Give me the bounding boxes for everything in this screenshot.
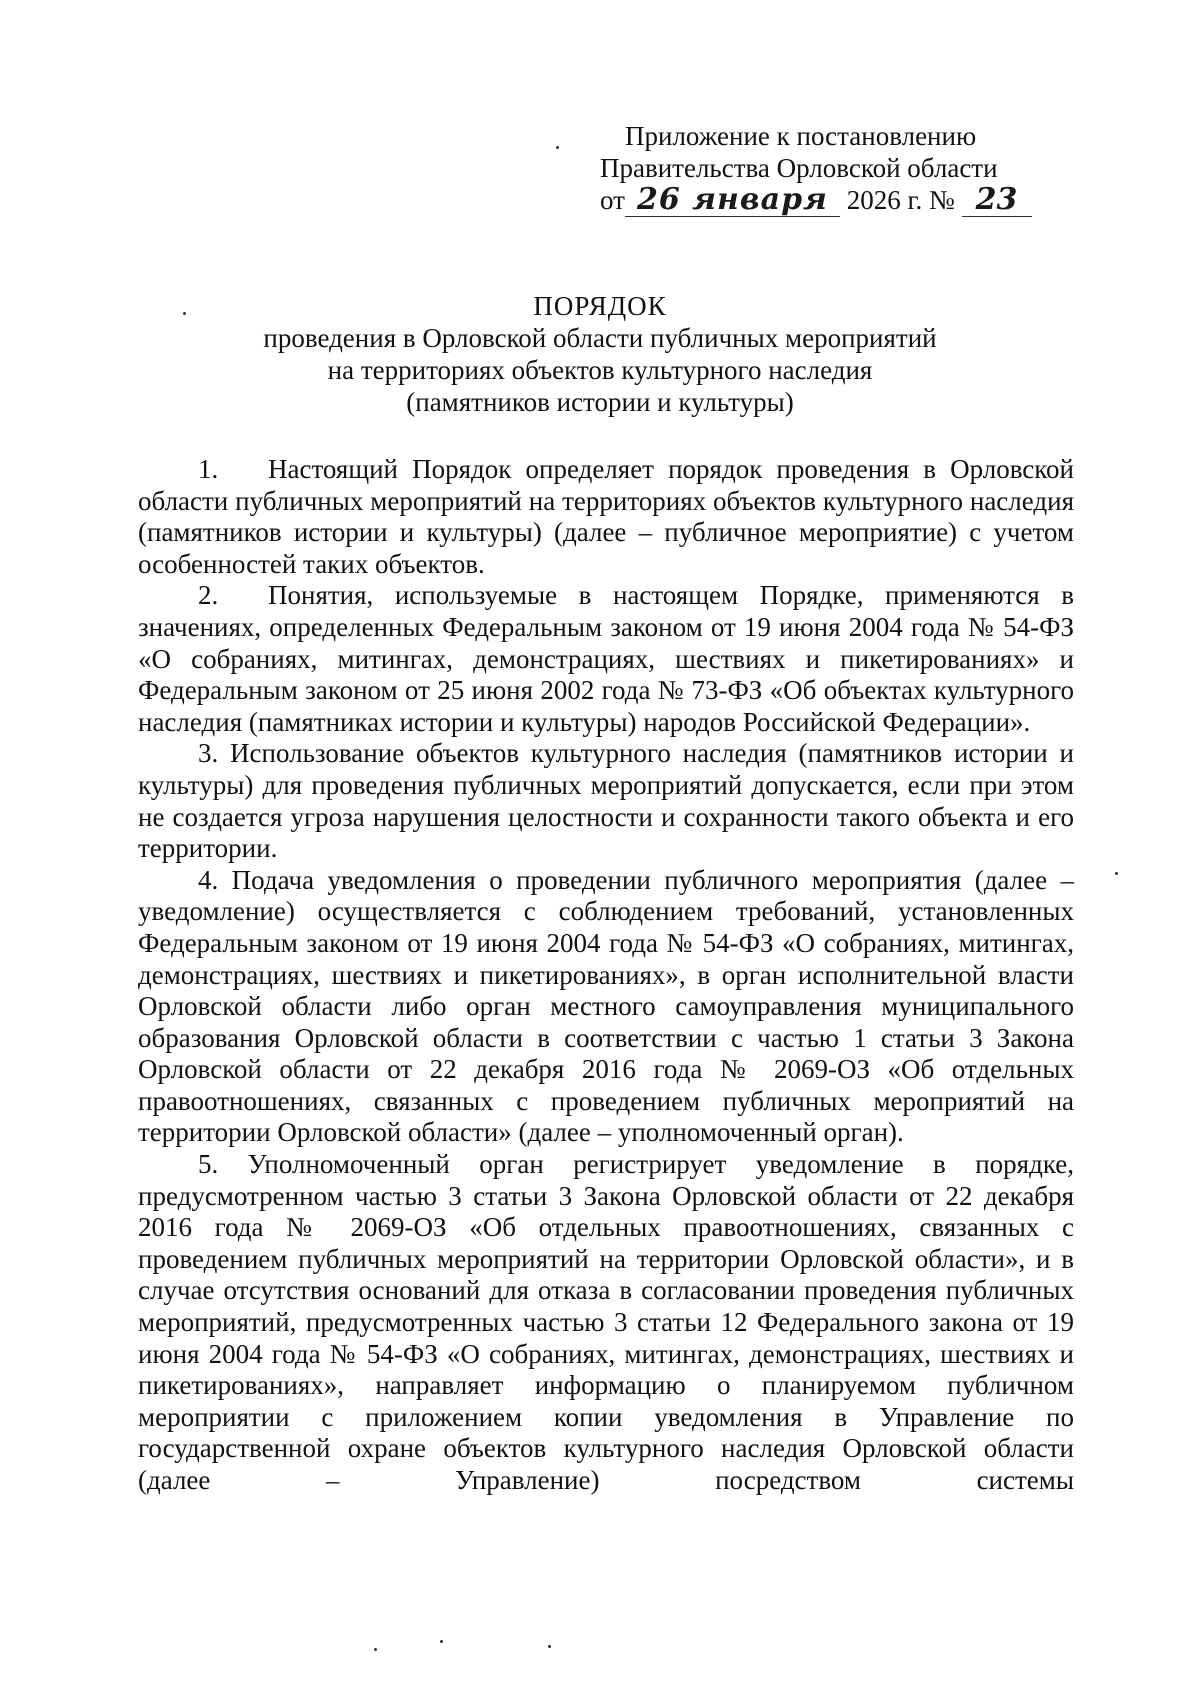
scan-speck bbox=[1115, 872, 1118, 875]
paragraph-4 bbox=[138, 865, 1074, 1149]
document-body bbox=[138, 454, 1074, 1497]
paragraph-5 bbox=[138, 1149, 1074, 1497]
paragraph-text: Понятия, используемые в настоящем Порядке, применяются в значениях, определенных Федеральным законом от 19 июня 2004 года № 54-ФЗ «О собраниях, митингах, демонстрациях, шествиях и пикетированиях» и Федеральным законом от 25 июня 2002 года № 73-ФЗ «Об объектах культурного наследия (памятниках истории и культуры) народов Российской Федерации». bbox=[138, 580, 1074, 737]
document-subtitle-line-1: проведения в Орловской области публичных мероприятий bbox=[263, 323, 937, 353]
paragraph-number: 4. bbox=[198, 864, 219, 895]
document-title: ПОРЯДОК bbox=[533, 291, 667, 321]
paragraph-number: 3. bbox=[198, 738, 219, 769]
document-title-block bbox=[120, 290, 1080, 418]
approval-line-2: Правительства Орловской области bbox=[600, 153, 998, 183]
document-subtitle-line-3: (памятников истории и культуры) bbox=[406, 387, 794, 417]
scan-speck bbox=[183, 312, 186, 315]
paragraph-text: Подача уведомления о проведении публичного мероприятия (далее – уведомление) осуществляется с соблюдением требований, установленных Федеральным законом от 19 июня 2004 года № 54-ФЗ «О собраниях, митингах, демонстрациях, шествиях и пикетированиях», в орган исполнительной власти Орловской области либо орган местного самоуправления муниципального образования Орловской области в соответствии с частью 1 статьи 3 Закона Орловской области от 22 декабря 2016 года № 2069-ОЗ «Об отдельных правоотношениях, связанных с проведением публичных мероприятий на территории Орловской области» (далее – уполномоченный орган). bbox=[138, 864, 1075, 1148]
approval-prefix: от bbox=[600, 185, 625, 215]
approval-year: 2026 г. № bbox=[846, 185, 955, 215]
scan-speck bbox=[548, 1645, 551, 1648]
paragraph-text: Использование объектов культурного наследия (памятников истории и культуры) для проведения публичных мероприятий допускается, если при этом не создается угроза нарушения целостности и сохранности такого объекта и его территории. bbox=[138, 738, 1074, 864]
document-subtitle-line-2: на территориях объектов культурного наследия bbox=[327, 355, 873, 385]
approval-line-1: Приложение к постановлению bbox=[625, 121, 977, 151]
approval-line-3 bbox=[600, 184, 1080, 217]
approval-stamp-block bbox=[600, 120, 1080, 217]
scan-speck bbox=[556, 146, 559, 149]
handwritten-number: 23 bbox=[962, 184, 1032, 217]
paragraph-number: 5. bbox=[198, 1149, 219, 1180]
paragraph-1 bbox=[138, 454, 1074, 580]
paragraph-number: 2. bbox=[198, 580, 219, 611]
scan-speck bbox=[374, 1648, 377, 1651]
paragraph-number: 1. bbox=[198, 454, 219, 484]
paragraph-text: Настоящий Порядок определяет порядок проведения в Орловской области публичных мероприятий на территориях объектов культурного наследия (памятников истории и культуры) (далее – публичное мероприятие) с учетом особенностей таких объектов. bbox=[138, 454, 1074, 579]
handwritten-date: 26 января bbox=[625, 184, 840, 217]
paragraph-2 bbox=[138, 580, 1074, 738]
paragraph-3 bbox=[138, 738, 1074, 864]
paragraph-text: Уполномоченный орган регистрирует уведомление в порядке, предусмотренном частью 3 статьи 3 Закона Орловской области от 22 декабря 2016 года № 2069-ОЗ «Об отдельных правоотношениях, связанных с проведением публичных мероприятий на территории Орловской области», и в случае отсутствия оснований для отказа в согласовании проведения публичных мероприятий, предусмотренных частью 3 статьи 12 Федерального закона от 19 июня 2004 года № 54-ФЗ «О собраниях, митингах, демонстрациях, шествиях и пикетированиях», направляет информацию о планируемом публичном мероприятии с приложением копии уведомления в Управление по государственной охране объектов культурного наследия Орловской области (далее – Управление) посредством системы bbox=[138, 1149, 1075, 1495]
scan-speck bbox=[440, 1640, 443, 1643]
